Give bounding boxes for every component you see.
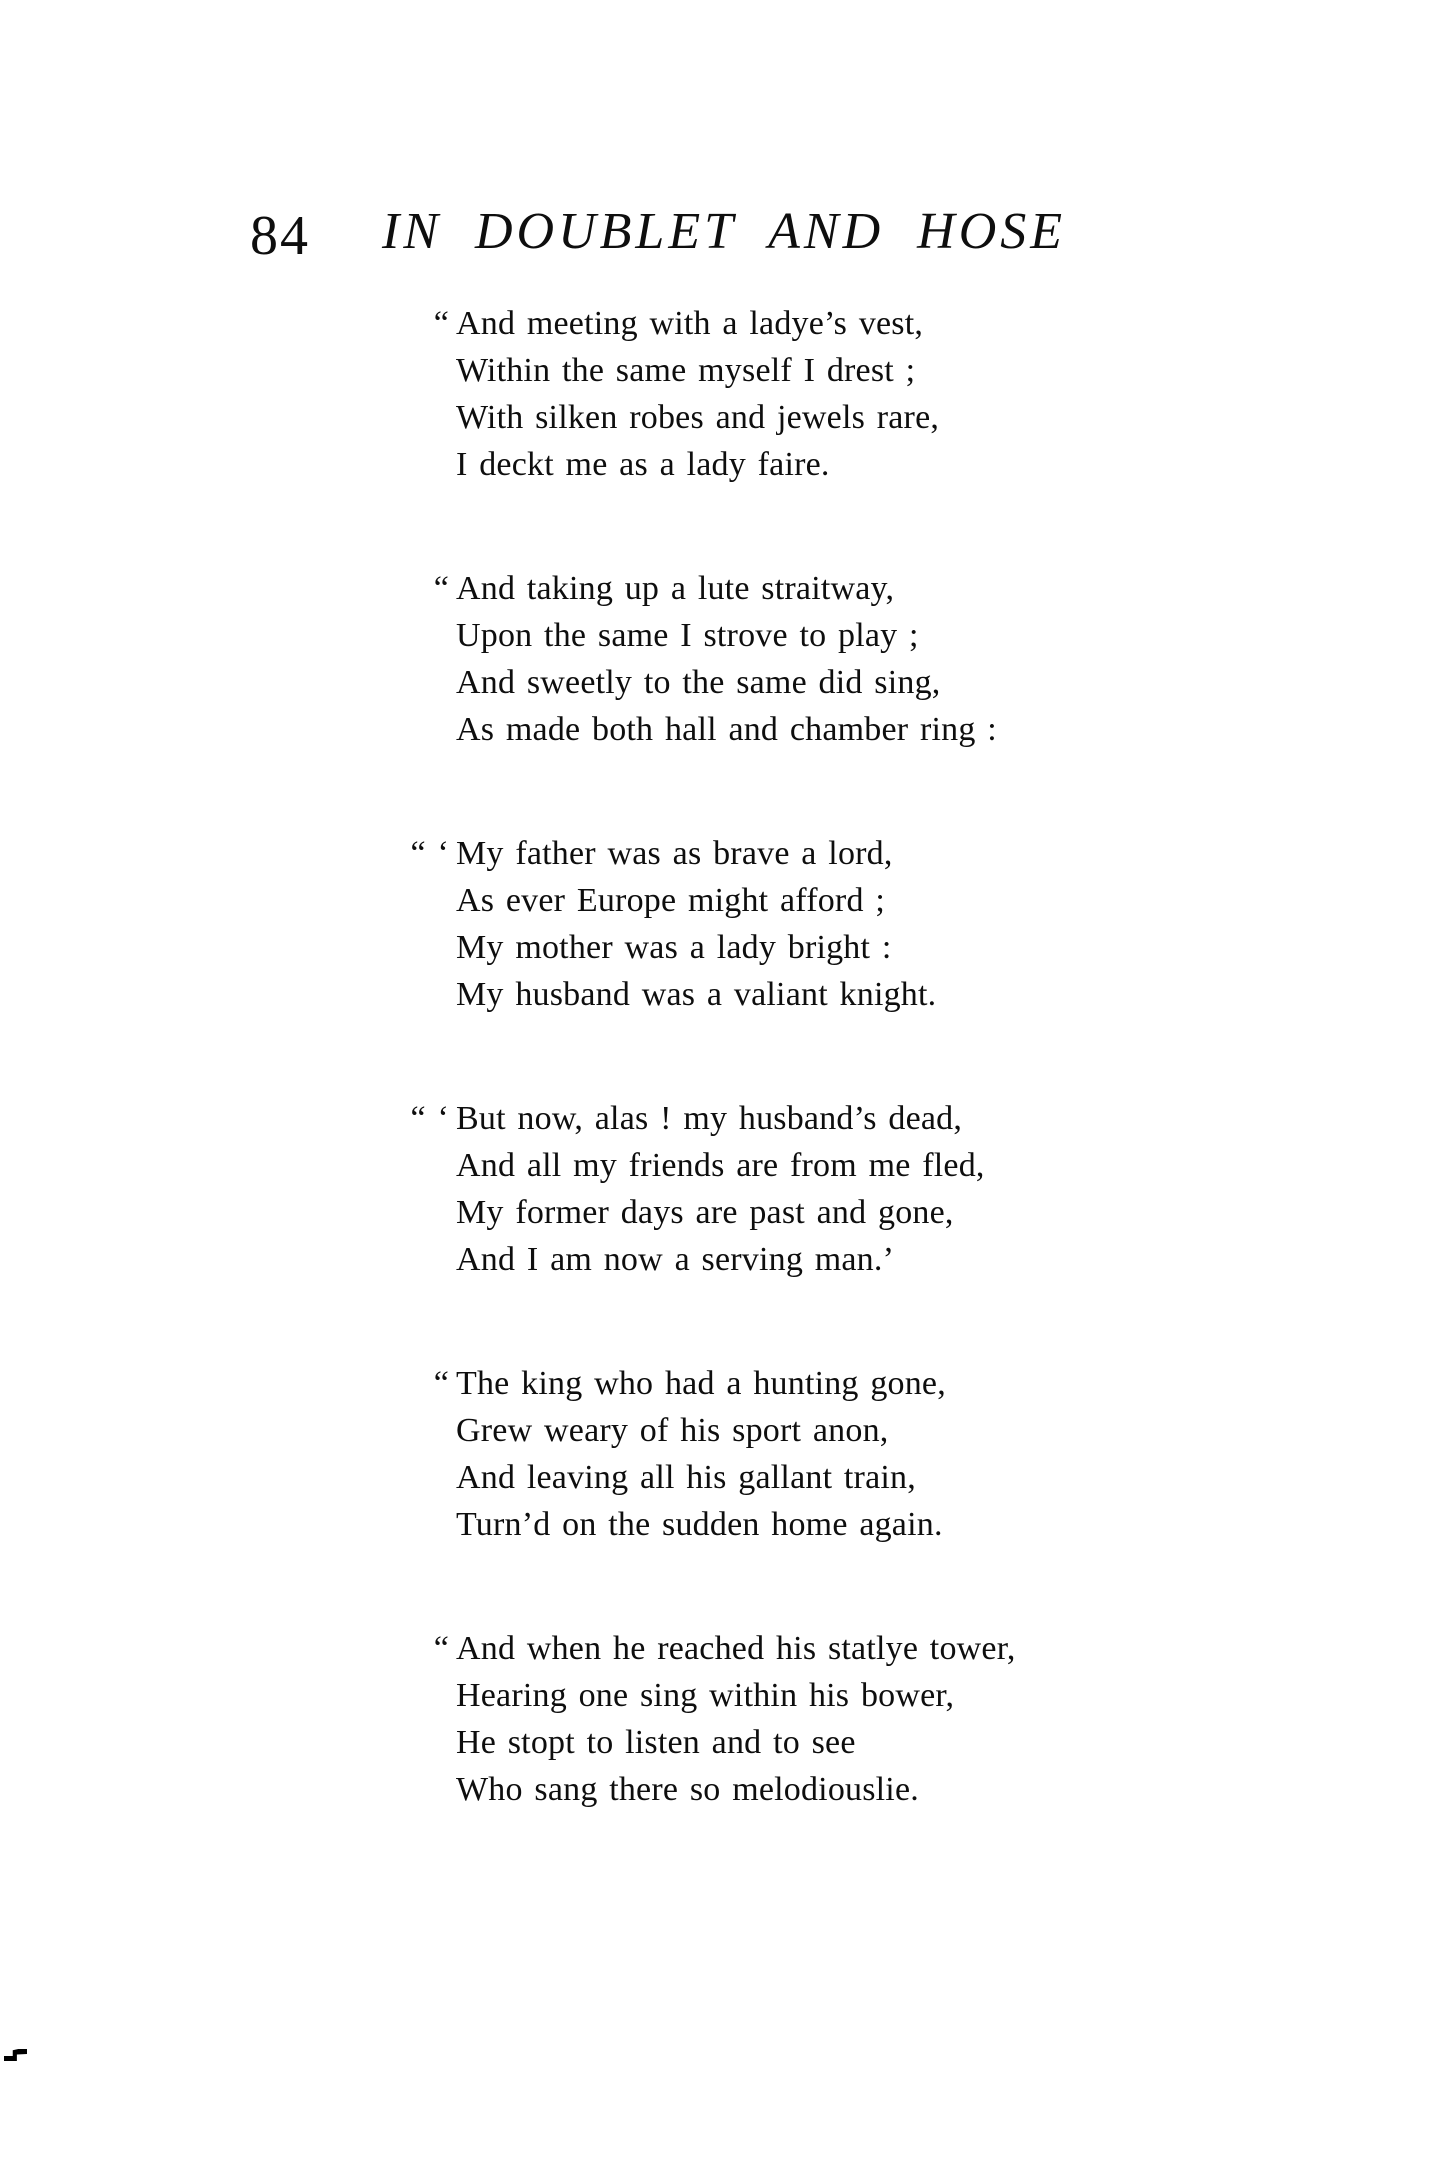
poem-line: [456, 924, 1156, 971]
poem-line: [456, 1236, 1156, 1283]
open-quote: “: [433, 1365, 449, 1402]
poem-line: [456, 441, 1156, 488]
poem-line-text: My husband was a valiant knight.: [456, 976, 937, 1013]
poem-line-text: Grew weary of his sport anon,: [456, 1412, 889, 1449]
poem-line-text: As ever Europe might afford ;: [456, 882, 885, 919]
poem-line-text: My father was as brave a lord,: [456, 835, 893, 872]
stanza: [410, 830, 1156, 1018]
poem-line-text: And when he reached his statlye tower,: [456, 1630, 1016, 1667]
poem-line-text: And taking up a lute straitway,: [456, 570, 895, 607]
stanza: [433, 1625, 1156, 1813]
stanza: [433, 300, 1156, 488]
poem-line-text: My mother was a lady bright :: [456, 929, 892, 966]
poem-line: [456, 347, 1156, 394]
poem-line: [456, 659, 1156, 706]
stanza: [410, 1095, 1156, 1283]
poem-line-text: But now, alas ! my husband’s dead,: [456, 1100, 963, 1137]
poem-line-text: He stopt to listen and to see: [456, 1724, 856, 1761]
open-quote: “: [433, 570, 449, 607]
poem-line-text: And meeting with a ladye’s vest,: [456, 305, 924, 342]
page-number: 84: [250, 205, 310, 267]
poem-line: [410, 830, 1156, 877]
poem-line: [433, 565, 1156, 612]
open-quote: “: [433, 305, 449, 342]
poem-line-text: Upon the same I strove to play ;: [456, 617, 919, 654]
poem-line: [456, 706, 1156, 753]
poem-line-text: Hearing one sing within his bower,: [456, 1677, 955, 1714]
stanza: [433, 1360, 1156, 1548]
poem-line: [456, 1454, 1156, 1501]
poem-line: [456, 612, 1156, 659]
poem: [410, 300, 1156, 1890]
open-quote: “ ‘: [410, 835, 449, 872]
open-quote: “: [433, 1630, 449, 1667]
ink-smudge-mark: [4, 2049, 27, 2061]
running-title: IN DOUBLET AND HOSE: [382, 203, 1067, 260]
poem-line: [456, 1766, 1156, 1813]
poem-line-text: Who sang there so melodiouslie.: [456, 1771, 919, 1808]
poem-line-text: The king who had a hunting gone,: [456, 1365, 946, 1402]
stanza: [433, 565, 1156, 753]
open-quote: “ ‘: [410, 1100, 449, 1137]
poem-line: [433, 1360, 1156, 1407]
poem-line: [410, 1095, 1156, 1142]
poem-line-text: Within the same myself I drest ;: [456, 352, 916, 389]
poem-line-text: As made both hall and chamber ring :: [456, 711, 997, 748]
poem-line: [456, 1142, 1156, 1189]
poem-line: [456, 1189, 1156, 1236]
poem-line: [456, 1501, 1156, 1548]
poem-line: [456, 1672, 1156, 1719]
poem-line-text: And I am now a serving man.’: [456, 1241, 895, 1278]
poem-line-text: And leaving all his gallant train,: [456, 1459, 916, 1496]
poem-line: [456, 1407, 1156, 1454]
poem-line: [456, 394, 1156, 441]
poem-line-text: And all my friends are from me fled,: [456, 1147, 985, 1184]
poem-line-text: With silken robes and jewels rare,: [456, 399, 940, 436]
poem-line-text: I deckt me as a lady faire.: [456, 446, 830, 483]
poem-line: [433, 1625, 1156, 1672]
poem-line: [456, 877, 1156, 924]
poem-line: [456, 971, 1156, 1018]
poem-line-text: Turn’d on the sudden home again.: [456, 1506, 943, 1543]
poem-line: [433, 300, 1156, 347]
poem-line: [456, 1719, 1156, 1766]
poem-line-text: And sweetly to the same did sing,: [456, 664, 941, 701]
poem-line-text: My former days are past and gone,: [456, 1194, 954, 1231]
